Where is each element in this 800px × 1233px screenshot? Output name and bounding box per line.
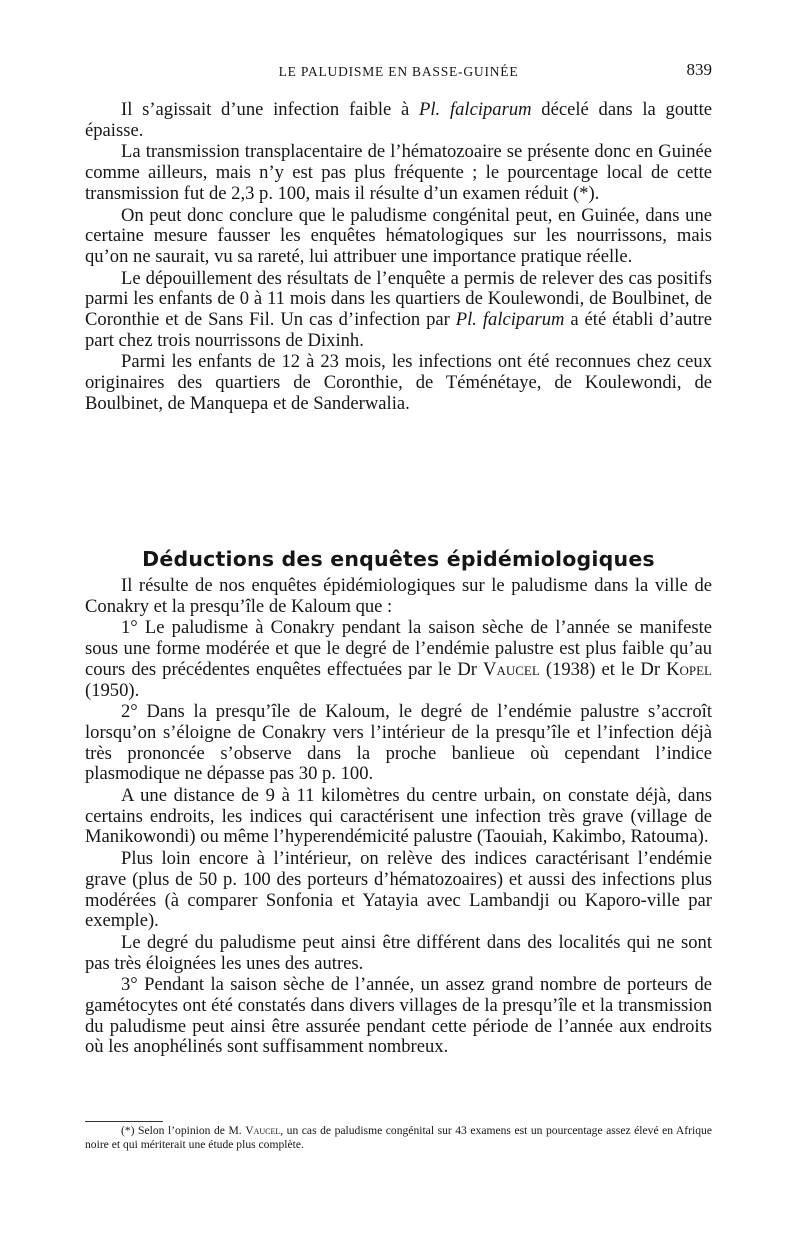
running-title: LE PALUDISME EN BASSE-GUINÉE [278,64,519,79]
paragraph [85,849,712,932]
paragraph [85,576,712,617]
author-name: Kopel [666,658,712,680]
text-run: Le degré du paludisme peut ainsi être différent dans des localités qui ne sont pas très éloignées les unes des autres. [85,931,712,974]
text-run: Il résulte de nos enquêtes épidémiologiques sur le paludisme dans la ville de Conakry et la presqu’île de Kaloum que : [85,575,712,617]
text-run: On peut donc conclure que le paludisme congénital peut, en Guinée, dans une certaine mesure fausser les enquêtes hématologiques sur les nourrissons, mais qu’on ne saurait, vu sa rareté, lui attribuer une importance pratique réelle. [85,204,712,267]
footnote-divider [85,1121,163,1122]
italic-text: Pl. falciparum [455,309,565,331]
text-run: Il s’agissait d’une infection faible à [121,99,420,120]
text-run: a été établi d’autre part chez trois nourrissons de Dixinh. [85,309,712,351]
body-text-bottom [85,576,712,1058]
text-run: A une distance de 9 à 11 kilomètres du centre urbain, on constate déjà, dans certains endroits, les indices qui caractérisent une infection très grave (village de Manikowondi) ou même l’hyperendémicité palustre (Taouiah, Kakimbo, Ratouma). [85,785,712,848]
page-number: 839 [686,60,712,79]
text-run: (1950). [85,679,140,701]
text-run: (*) Selon l’opinion de M. [121,1124,246,1137]
text-run: Le dépouillement des résultats de l’enquête a permis de relever des cas positifs parmi les enfants de 0 à 11 mois dans les quartiers de Koulewondi, de Boulbinet, de Coronthie et de Sans Fil. Un cas d’infection par [85,267,712,331]
paragraph [85,786,712,848]
paragraph [85,618,712,701]
section-heading: Déductions des enquêtes épidémiologiques [142,547,655,571]
text-run: La transmission transplacentaire de l’hématozoaire se présente donc en Guinée comme ailleurs, mais n’y est pas plus fréquente ; le pourcentage local de cette transmission fut de 2,3 p. 100, mais il résulte d’un examen réduit (*). [85,141,712,204]
author-name: Vaucel [245,1124,281,1137]
paragraph [85,933,712,974]
italic-text: Pl. falciparum [419,99,532,120]
footnote [85,1124,712,1152]
text-run: (1938) et le Dr [539,658,667,680]
text-run: Plus loin encore à l’intérieur, on relève des indices caractérisant l’endémie grave (plus de 50 p. 100 des porteurs d’hématozoaires) et aussi des infections plus modérées (à comparer Sonfonia et Yatayia avec Lambandji ou Kaporo-ville par exemple). [85,848,712,932]
paragraph [85,352,712,414]
text-run: décelé dans la goutte épaisse. [85,99,712,141]
page-header [85,60,712,84]
paragraph [85,269,712,352]
paragraph [85,206,712,268]
paragraph [85,142,712,204]
paragraph [85,100,712,141]
text-run: 1° Le paludisme à Conakry pendant la saison sèche de l’année se manifeste sous une forme modérée et que le degré de l’endémie palustre est plus faible qu’au cours des précédentes enquêtes effectuées par le Dr [85,617,712,680]
text-run: 3° Pendant la saison sèche de l’année, un assez grand nombre de porteurs de gamétocytes ont été constatés dans divers villages de la presqu’île et la transmission du paludisme peut ainsi être assurée pendant cette période de l’année aux endroits où les anophélinés sont suffisamment nombreux. [85,974,712,1058]
text-run: , un cas de paludisme congénital sur 43 examens est un pourcentage assez élevé en Afrique noire et qui mériterait une étude plus complète. [85,1124,712,1152]
paragraph [85,702,712,785]
text-run: 2° Dans la presqu’île de Kaloum, le degré de l’endémie palustre s’accroît lorsqu’on s’éloigne de Conakry vers l’intérieur de la presqu’île et l’infection déjà très prononcée s’observe dans la proche banlieue où cependant l’indice plasmodique ne dépasse pas 30 p. 100. [85,701,712,785]
body-text-top [85,100,712,415]
text-run: Parmi les enfants de 12 à 23 mois, les infections ont été reconnues chez ceux originaires des quartiers de Coronthie, de Téménétaye, de Koulewondi, de Boulbinet, de Manquepa et de Sanderwalia. [85,351,712,414]
paragraph [85,975,712,1058]
author-name: Vaucel [483,658,540,680]
